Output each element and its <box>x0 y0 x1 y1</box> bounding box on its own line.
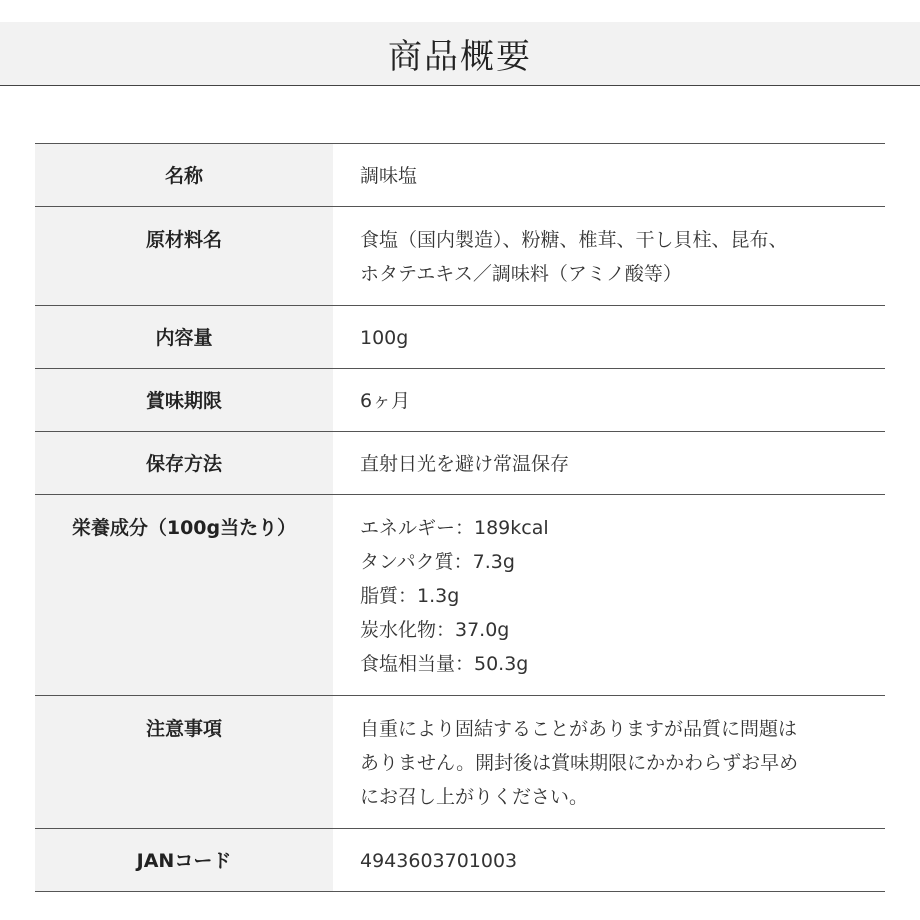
spec-value <box>333 696 885 828</box>
spec-value <box>333 306 885 368</box>
spec-value <box>333 829 885 891</box>
spec-row-best-before <box>35 369 885 432</box>
spec-value-line: 食塩相当量：50.3g <box>360 653 529 675</box>
spec-row-storage <box>35 432 885 495</box>
spec-value <box>333 495 885 695</box>
spec-row-ingredients <box>35 207 885 306</box>
spec-value-line: 自重により固結することがありますが品質に問題は <box>360 718 798 740</box>
spec-value-line: 4943603701003 <box>360 850 518 872</box>
spec-row-name <box>35 144 885 207</box>
spec-label: 賞味期限 <box>35 369 333 431</box>
spec-value-line: にお召し上がりください。 <box>360 786 589 808</box>
spec-value-line: 直射日光を避け常温保存 <box>360 453 570 475</box>
spec-value-line: エネルギー：189kcal <box>360 517 549 539</box>
spec-value-line: 食塩（国内製造）、粉糖、椎茸、干し貝柱、昆布、 <box>360 229 788 251</box>
spec-row-nutrition <box>35 495 885 696</box>
spec-label: 原材料名 <box>35 207 333 305</box>
spec-value-line: ホタテエキス／調味料（アミノ酸等） <box>360 263 682 285</box>
spec-label: 保存方法 <box>35 432 333 494</box>
product-spec-table <box>35 143 885 892</box>
spec-value <box>333 369 885 431</box>
spec-value-line: タンパク質：7.3g <box>360 551 515 573</box>
spec-value-line: 脂質：1.3g <box>360 585 460 607</box>
spec-value-line: 100g <box>360 327 409 349</box>
spec-value <box>333 144 885 206</box>
spec-row-content-amount <box>35 306 885 369</box>
spec-label: JANコード <box>35 829 333 891</box>
spec-label: 内容量 <box>35 306 333 368</box>
spec-value-line: 炭水化物：37.0g <box>360 619 510 641</box>
spec-label: 注意事項 <box>35 696 333 828</box>
spec-row-jan-code <box>35 829 885 892</box>
spec-label: 名称 <box>35 144 333 206</box>
spec-value <box>333 432 885 494</box>
spec-label: 栄養成分（100g当たり） <box>35 495 333 695</box>
page-title: 商品概要 <box>388 37 532 77</box>
spec-row-notes <box>35 696 885 829</box>
title-bar <box>0 22 920 86</box>
spec-value-line: 6ヶ月 <box>360 390 411 412</box>
spec-value-line: ありません。開封後は賞味期限にかかわらずお早め <box>360 752 799 774</box>
spec-value-line: 調味塩 <box>360 165 418 187</box>
spec-value <box>333 207 885 305</box>
